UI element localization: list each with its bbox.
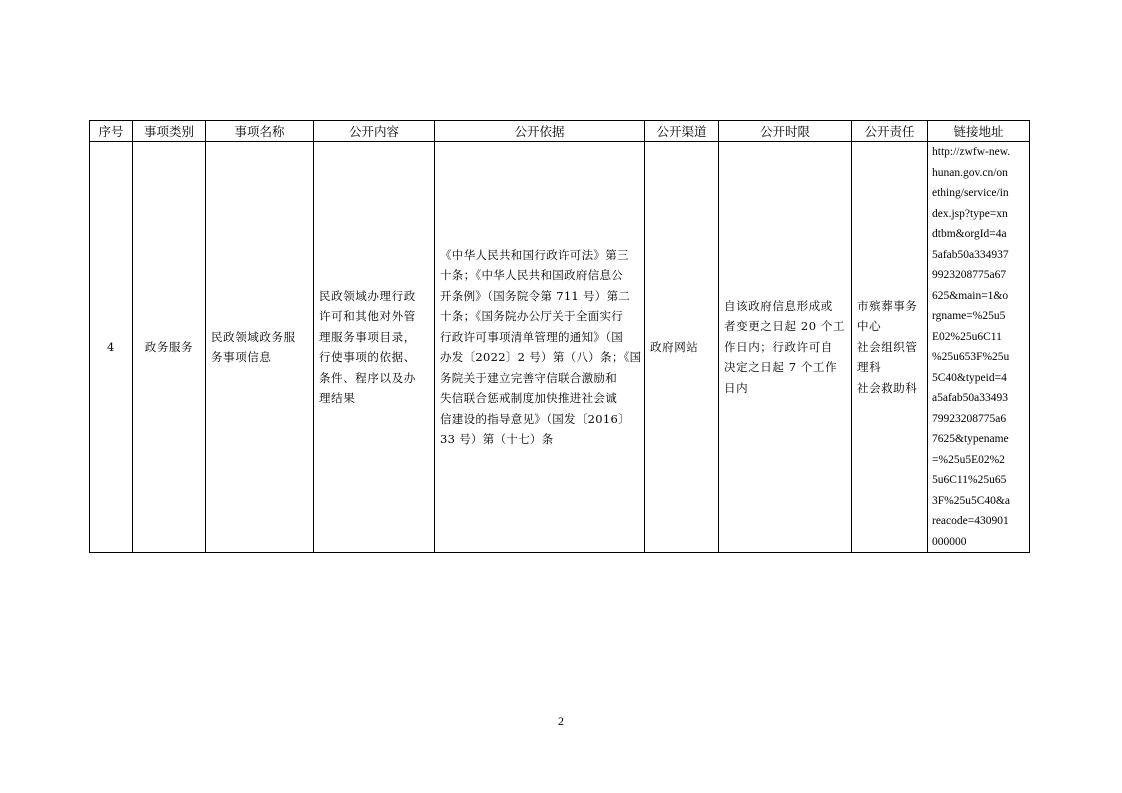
cell-time-limit xyxy=(719,142,852,553)
cell-name xyxy=(206,142,314,553)
link-line: dtbm&orgId=4a xyxy=(932,228,1007,240)
link-line: rgname=%25u5 xyxy=(932,310,1006,322)
page-number: 2 xyxy=(558,714,564,728)
link-line: 7625&typename xyxy=(932,433,1009,445)
header-row xyxy=(90,121,1030,142)
basis-line: 务院关于建立完善守信联合激励和 xyxy=(440,370,617,385)
header-link: 链接地址 xyxy=(928,121,1030,142)
responsibility-line: 社会组织管 xyxy=(857,339,918,354)
content-line: 理结果 xyxy=(319,391,356,405)
link-line: =%25u5E02%2 xyxy=(932,453,1005,466)
cell-basis xyxy=(435,142,645,553)
responsibility-line: 中心 xyxy=(857,319,882,334)
time-limit-line: 日内 xyxy=(724,380,749,395)
link-line: 000000 xyxy=(932,535,967,548)
cell-link[interactable] xyxy=(928,142,1030,553)
header-name: 事项名称 xyxy=(206,121,314,142)
basis-line: 失信联合惩戒制度加快推进社会诚 xyxy=(440,391,617,405)
cell-category: 政务服务 xyxy=(133,142,206,553)
header-basis: 公开依据 xyxy=(435,121,645,142)
basis-line: 办发〔2022〕2 号）第（八）条；《国 xyxy=(440,350,642,364)
header-category: 事项类别 xyxy=(133,121,206,142)
responsibility-line: 市殡葬事务 xyxy=(857,298,918,313)
basis-line: 33 号）第（十七）条 xyxy=(440,432,554,446)
header-responsibility: 公开责任 xyxy=(852,121,928,142)
content-line: 民政领域办理行政 xyxy=(319,288,416,303)
disclosure-table xyxy=(89,120,1030,553)
link-line: http://zwfw-new. xyxy=(932,146,1011,158)
name-line: 务事项信息 xyxy=(211,350,272,364)
basis-line: 开条例》（国务院令第 711 号）第二 xyxy=(440,288,631,303)
content-line: 条件、程序以及办 xyxy=(319,370,416,385)
link-line: dex.jsp?type=xn xyxy=(932,207,1008,220)
link-line: E02%25u6C11 xyxy=(932,330,1002,343)
link-line: 5C40&typeid=4 xyxy=(932,371,1007,384)
cell-responsibility xyxy=(852,142,928,553)
link-line: reacode=430901 xyxy=(932,515,1009,527)
link-line: 79923208775a6 xyxy=(932,412,1007,425)
name-line: 民政领域政务服 xyxy=(211,329,296,344)
link-line: 625&main=1&o xyxy=(932,289,1009,302)
link-line: %25u653F%25u xyxy=(932,351,1010,363)
time-limit-line: 者变更之日起 20 个工 xyxy=(724,319,846,334)
header-index: 序号 xyxy=(90,121,133,142)
link-line: 9923208775a67 xyxy=(932,269,1007,281)
header-time-limit: 公开时限 xyxy=(719,121,852,142)
time-limit-line: 决定之日起 7 个工作 xyxy=(724,360,838,375)
basis-line: 行政许可事项清单管理的通知》（国 xyxy=(440,329,624,344)
table-row xyxy=(90,142,1030,553)
link-line: 5u6C11%25u65 xyxy=(932,474,1007,486)
link-line: 5afab50a334937 xyxy=(932,248,1009,261)
link-line: 3F%25u5C40&a xyxy=(932,494,1010,507)
link-line: ething/service/in xyxy=(932,187,1009,199)
content-line: 行使事项的依据、 xyxy=(319,350,416,364)
responsibility-line: 理科 xyxy=(857,360,882,375)
cell-channel: 政府网站 xyxy=(645,142,719,553)
content-line: 许可和其他对外管 xyxy=(319,309,416,323)
cell-content xyxy=(314,142,435,553)
link-line: a5afab50a33493 xyxy=(932,392,1008,404)
header-channel: 公开渠道 xyxy=(645,121,719,142)
header-content: 公开内容 xyxy=(314,121,435,142)
basis-line: 《中华人民共和国行政许可法》第三 xyxy=(440,247,629,262)
basis-line: 十条；《中华人民共和国政府信息公 xyxy=(440,268,624,282)
content-line: 理服务事项目录， xyxy=(319,329,416,344)
basis-line: 信建设的指导意见》（国发〔2016〕 xyxy=(440,411,630,426)
cell-index: 4 xyxy=(90,142,133,553)
basis-line: 十条；《国务院办公厅关于全面实行 xyxy=(440,309,624,323)
responsibility-line: 社会救助科 xyxy=(857,380,918,395)
time-limit-line: 自该政府信息形成或 xyxy=(724,298,833,313)
link-line: hunan.gov.cn/on xyxy=(932,166,1008,179)
time-limit-line: 作日内；行政许可自 xyxy=(724,339,833,354)
